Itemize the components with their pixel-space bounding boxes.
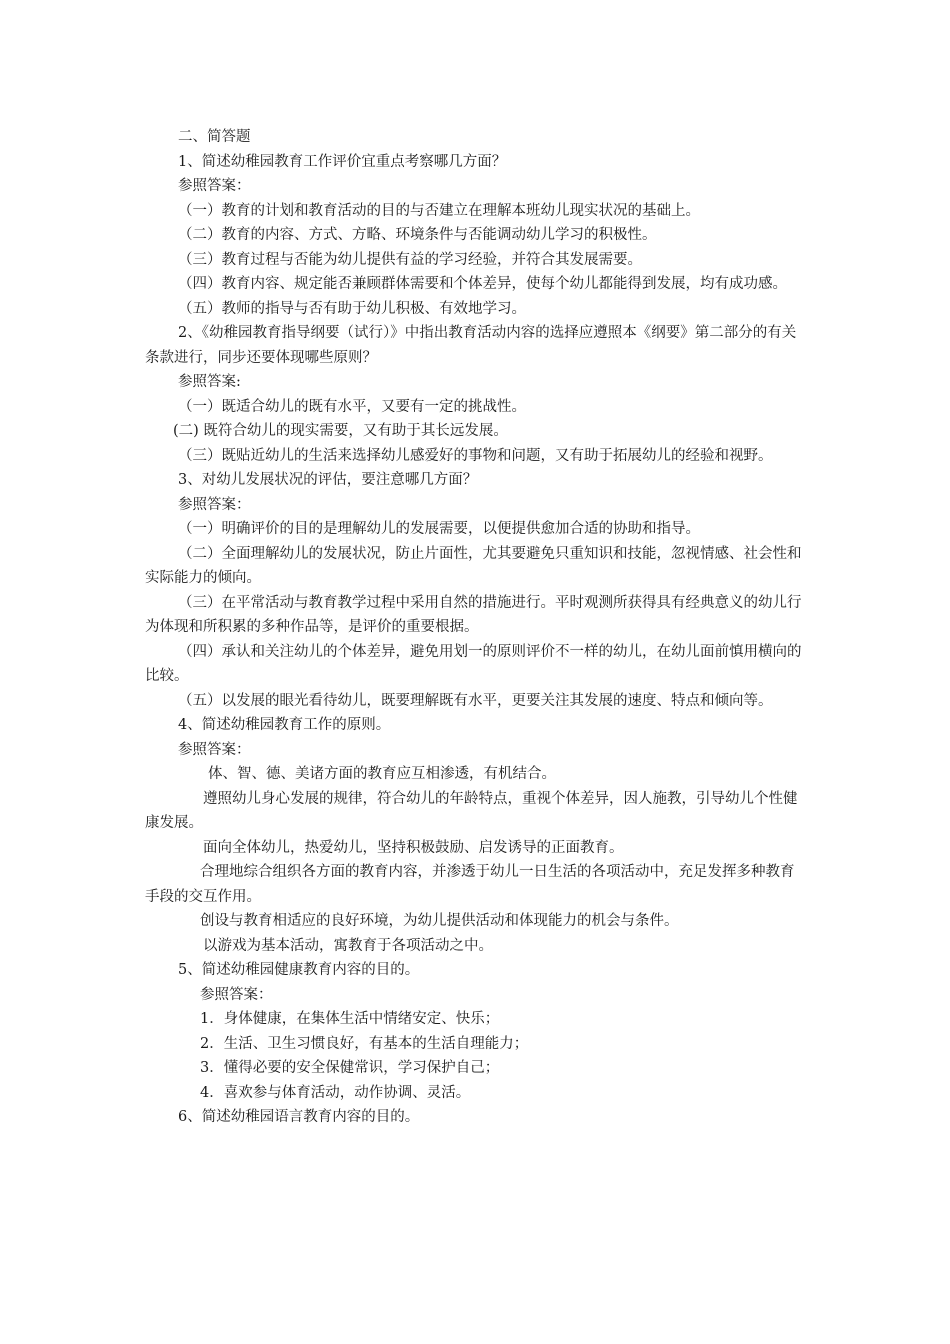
answer-3-item-3: （三）在平常活动与教育教学过程中采用自然的措施进行。平时观测所获得具有经典意义的幼儿行为体现和所积累的多种作品等，是评价的重要根据。 bbox=[145, 594, 802, 635]
answer-2-item-3: （三）既贴近幼儿的生活来选择幼儿感爱好的事物和问题，又有助于拓展幼儿的经验和视野。 bbox=[178, 447, 773, 464]
answer-4-item-2: 遵照幼儿身心发展的规律，符合幼儿的年龄特点，重视个体差异，因人施教，引导幼儿个性健康发展。 bbox=[145, 790, 798, 831]
answer-4-item-3: 面向全体幼儿，热爱幼儿，坚持积极鼓励、启发诱导的正面教育。 bbox=[203, 839, 624, 856]
answer-4-item-1: 体、智、德、美诸方面的教育应互相渗透，有机结合。 bbox=[208, 766, 556, 782]
question-4: 4、简述幼稚园教育工作的原则。 bbox=[178, 717, 391, 733]
answer-label-5: 参照答案： bbox=[200, 986, 273, 1003]
answer-label-2: 参照答案: bbox=[178, 374, 241, 390]
document-body bbox=[145, 125, 805, 1130]
answer-2-item-1: （一）既适合幼儿的既有水平，又要有一定的挑战性。 bbox=[178, 398, 526, 415]
answer-label-4: 参照答案： bbox=[178, 741, 251, 758]
question-1: 1、简述幼稚园教育工作评价宜重点考察哪几方面？ bbox=[178, 153, 507, 170]
question-5: 5、简述幼稚园健康教育内容的目的。 bbox=[178, 962, 420, 978]
answer-4-item-5: 创设与教育相适应的良好环境，为幼儿提供活动和体现能力的机会与条件。 bbox=[200, 913, 679, 929]
answer-4-item-4: 合理地综合组织各方面的教育内容，并渗透于幼儿一日生活的各项活动中，充足发挥多种教育手段的交互作用。 bbox=[145, 864, 795, 905]
answer-label-1: 参照答案： bbox=[178, 178, 251, 194]
question-2: 2、《幼稚园教育指导纲要（试行）》中指出教育活动内容的选择应遵照本《纲要》第二部分的有关条款进行，同步还要体现哪些原则？ bbox=[145, 325, 797, 366]
answer-2-item-2: (二) 既符合幼儿的现实需要，又有助于其长远发展。 bbox=[173, 423, 508, 439]
answer-3-item-2: （二）全面理解幼儿的发展状况，防止片面性，尤其要避免只重知识和技能，忽视情感、社会性和实际能力的倾向。 bbox=[145, 545, 802, 586]
answer-3-item-4: （四）承认和关注幼儿的个体差异，避免用划一的原则评价不一样的幼儿，在幼儿面前慎用横向的比较。 bbox=[145, 643, 802, 684]
question-3: 3、对幼儿发展状况的评估，要注意哪几方面？ bbox=[178, 472, 478, 488]
answer-label-3: 参照答案： bbox=[178, 496, 251, 513]
answer-1-item-1: （一）教育的计划和教育活动的目的与否建立在理解本班幼儿现实状况的基础上。 bbox=[178, 202, 700, 219]
answer-5-item-2: 2．生活、卫生习惯良好，有基本的生活自理能力； bbox=[200, 1035, 529, 1052]
answer-5-item-1: 1．身体健康，在集体生活中情绪安定、快乐； bbox=[200, 1011, 500, 1027]
answer-5-item-3: 3．懂得必要的安全保健常识，学习保护自己； bbox=[200, 1060, 500, 1076]
answer-1-item-2: （二）教育的内容、方式、方略、环境条件与否能调动幼儿学习的积极性。 bbox=[178, 227, 657, 243]
answer-1-item-4: （四）教育内容、规定能否兼顾群体需要和个体差异，使每个幼儿都能得到发展，均有成功感。 bbox=[178, 276, 787, 292]
answer-5-item-4: 4．喜欢参与体育活动，动作协调、灵活。 bbox=[200, 1084, 471, 1101]
question-6: 6、简述幼稚园语言教育内容的目的。 bbox=[178, 1109, 420, 1125]
answer-1-item-5: （五）教师的指导与否有助于幼儿积极、有效地学习。 bbox=[178, 300, 526, 317]
answer-4-item-6: 以游戏为基本活动，寓教育于各项活动之中。 bbox=[203, 937, 493, 954]
answer-1-item-3: （三）教育过程与否能为幼儿提供有益的学习经验，并符合其发展需要。 bbox=[178, 251, 642, 268]
answer-3-item-1: （一）明确评价的目的是理解幼儿的发展需要，以便提供愈加合适的协助和指导。 bbox=[178, 521, 700, 537]
section-title: 二、简答题 bbox=[178, 129, 251, 145]
answer-3-item-5: （五）以发展的眼光看待幼儿，既要理解既有水平，更要关注其发展的速度、特点和倾向等。 bbox=[178, 692, 773, 709]
